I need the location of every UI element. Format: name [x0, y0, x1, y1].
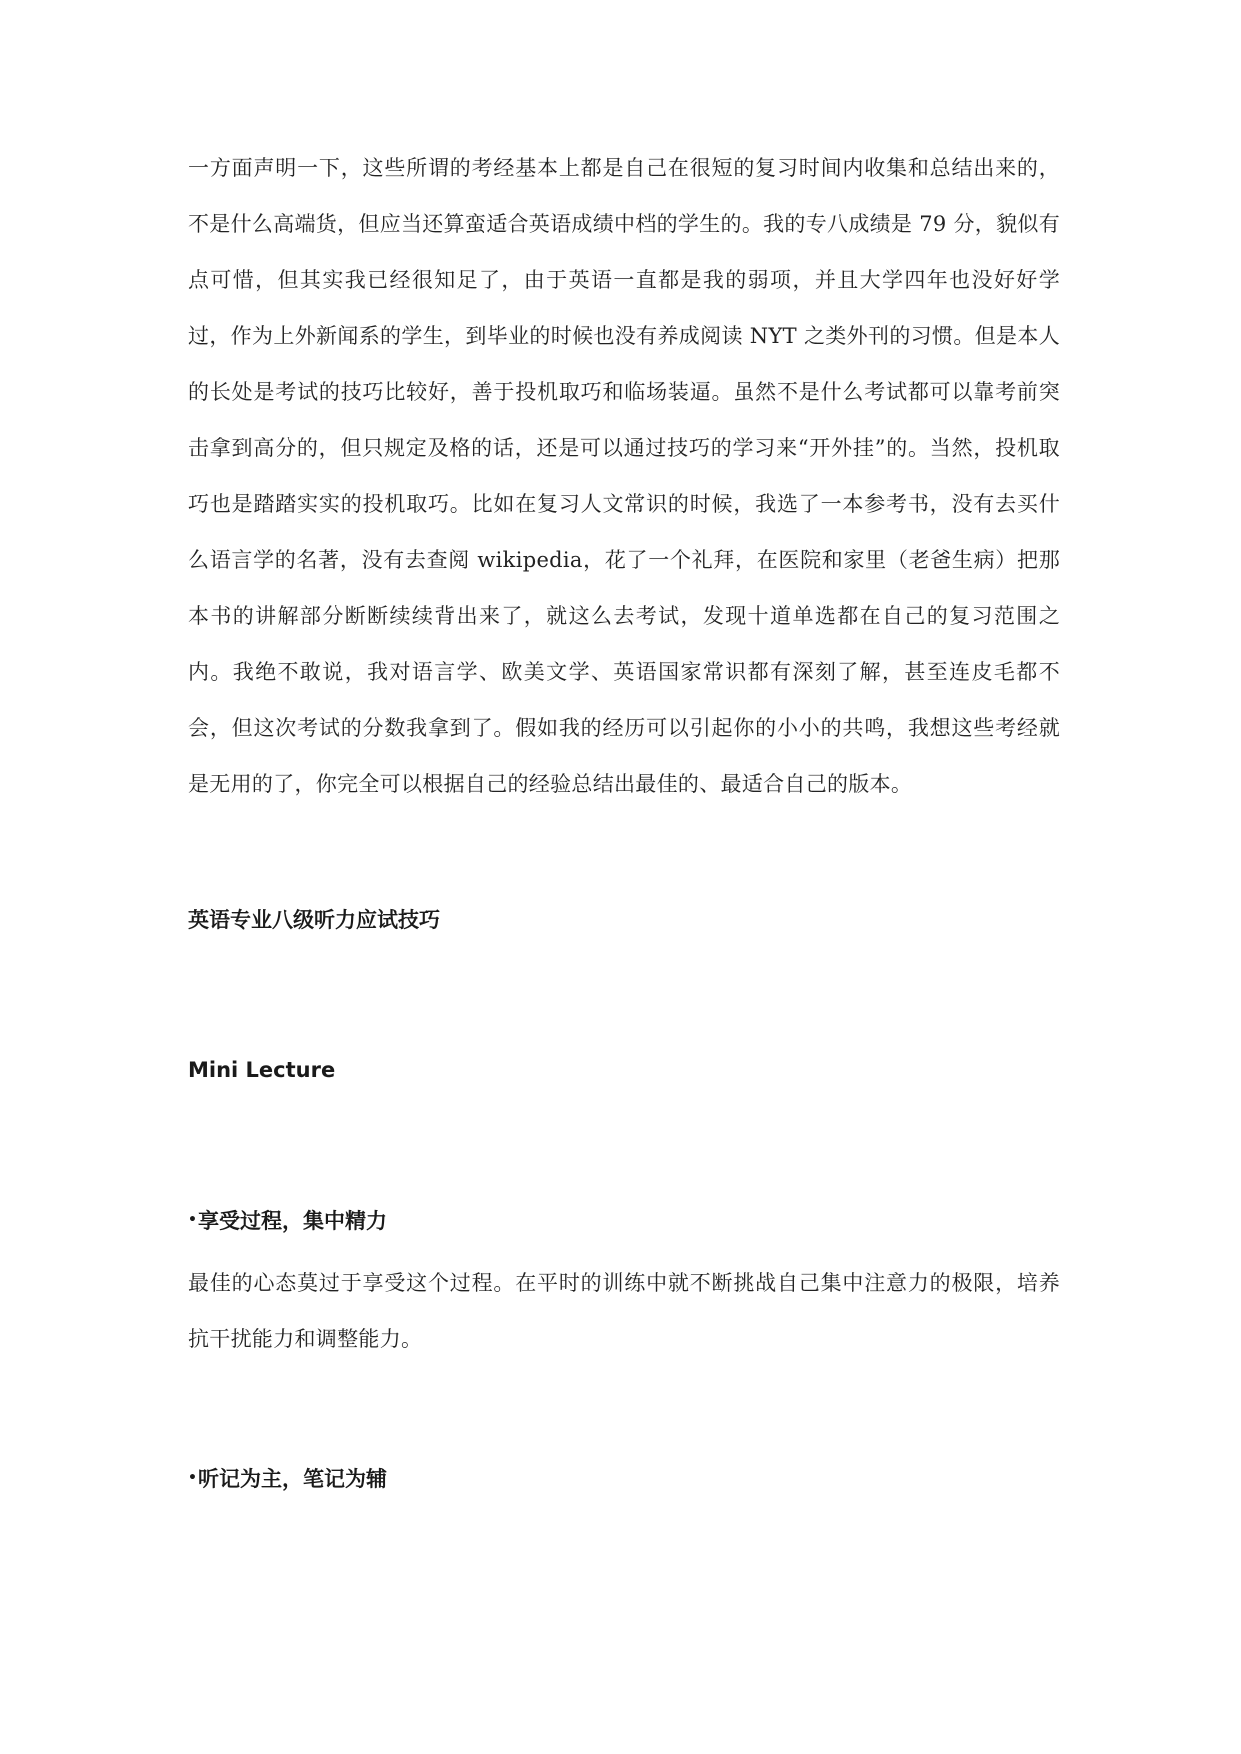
bullet-icon: •	[188, 1470, 197, 1486]
tip-heading-label: 享受过程，集中精力	[197, 1209, 387, 1233]
subsection-title: Mini Lecture	[188, 1058, 336, 1082]
tip-body-enjoy-process: 最佳的心态莫过于享受这个过程。在平时的训练中就不断挑战自己集中注意力的极限，培养抗干扰能力和调整能力。	[188, 1271, 1060, 1351]
section-title: 英语专业八级听力应试技巧	[188, 908, 440, 932]
tip-heading-label: 听记为主，笔记为辅	[197, 1467, 387, 1491]
tip-heading-enjoy-process	[188, 1204, 1060, 1237]
tip-heading-listen-note	[188, 1462, 1060, 1495]
document-page	[188, 156, 1060, 1495]
bullet-icon: •	[188, 1212, 197, 1228]
intro-paragraph: 一方面声明一下，这些所谓的考经基本上都是自己在很短的复习时间内收集和总结出来的，不是什么高端货，但应当还算蛮适合英语成绩中档的学生的。我的专八成绩是 79 分，貌似有点可惜，但其实我已经很知足了，由于英语一直都是我的弱项，并且大学四年也没好好学过，作为上外新闻系的学生，到毕业的时候也没有养成阅读 NYT 之类外刊的习惯。但是本人的长处是考试的技巧比较好，善于投机取巧和临场装逼。虽然不是什么考试都可以靠考前突击拿到高分的，但只规定及格的话，还是可以通过技巧的学习来“开外挂”的。当然，投机取巧也是踏踏实实的投机取巧。比如在复习人文常识的时候，我选了一本参考书，没有去买什么语言学的名著，没有去查阅 wikipedia，花了一个礼拜，在医院和家里（老爸生病）把那本书的讲解部分断断续续背出来了，就这么去考试，发现十道单选都在自己的复习范围之内。我绝不敢说，我对语言学、欧美文学、英语国家常识都有深刻了解，甚至连皮毛都不会，但这次考试的分数我拿到了。假如我的经历可以引起你的小小的共鸣，我想这些考经就是无用的了，你完全可以根据自己的经验总结出最佳的、最适合自己的版本。	[188, 156, 1060, 796]
